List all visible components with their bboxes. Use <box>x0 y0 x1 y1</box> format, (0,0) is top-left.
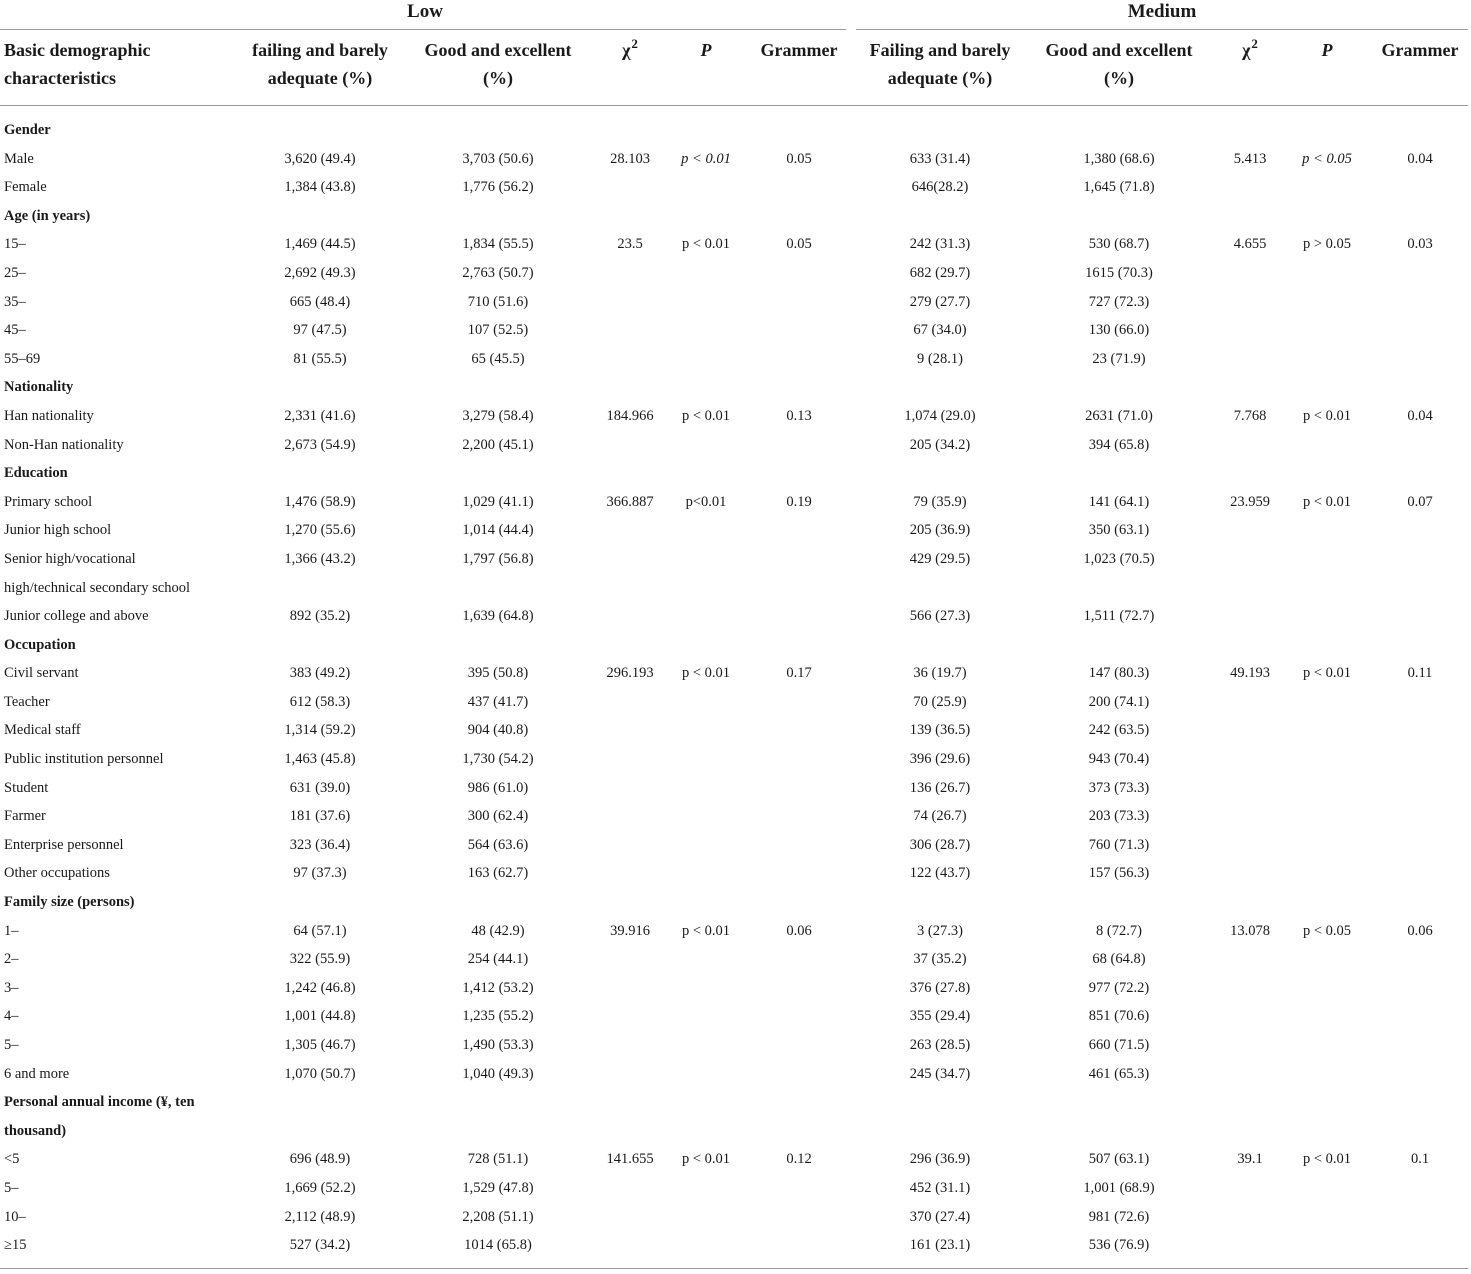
cell-low-fail: 64 (57.1) <box>293 922 347 939</box>
table-row <box>0 288 1471 317</box>
cell-low-good: 1,730 (54.2) <box>462 751 534 768</box>
col-head-med-good <box>1046 36 1193 92</box>
group-medium-label: Medium <box>1127 1 1197 22</box>
cell-low-fail: 665 (48.4) <box>289 293 351 310</box>
cell-low-p: p < 0.01 <box>681 665 731 682</box>
cell-low-fail: 97 (47.5) <box>293 322 347 339</box>
row-label: 55–69 <box>4 350 41 367</box>
cell-low-fail: 527 (34.2) <box>289 1237 351 1254</box>
cell-low-good: 3,703 (50.6) <box>462 150 534 167</box>
cell-med-grammer: 0.1 <box>1410 1151 1430 1168</box>
col-head-low-fail-line1: failing and barely <box>252 40 388 60</box>
cell-med-good: 141 (64.1) <box>1088 493 1150 510</box>
cell-low-good: 3,279 (58.4) <box>462 407 534 424</box>
cell-low-fail: 1,314 (59.2) <box>284 722 356 739</box>
table-row <box>0 316 1471 345</box>
cell-low-fail: 2,692 (49.3) <box>284 264 356 281</box>
cell-low-p: p < 0.01 <box>681 1151 731 1168</box>
cell-med-fail: 682 (29.7) <box>909 264 971 281</box>
row-label: 10– <box>4 1208 26 1225</box>
cell-med-fail: 136 (26.7) <box>909 779 971 796</box>
cell-low-p: p < 0.01 <box>681 150 731 167</box>
cell-low-fail: 2,112 (48.9) <box>284 1208 356 1225</box>
row-label: high/technical secondary school <box>4 579 191 596</box>
cell-low-good: 728 (51.1) <box>467 1151 529 1168</box>
cell-med-fail: 3 (27.3) <box>917 922 963 939</box>
row-label: Han nationality <box>4 407 94 424</box>
cell-med-good: 461 (65.3) <box>1088 1065 1150 1082</box>
cell-low-fail: 612 (58.3) <box>289 693 351 710</box>
col-head-low-good-line1: Good and excellent <box>424 40 572 60</box>
section-header-row <box>0 373 1471 402</box>
cell-med-grammer: 0.03 <box>1407 236 1433 253</box>
cell-med-fail: 646(28.2) <box>911 179 969 196</box>
cell-med-fail: 1,074 (29.0) <box>904 407 976 424</box>
cell-low-fail: 1,366 (43.2) <box>284 550 356 567</box>
cell-low-good: 1014 (65.8) <box>464 1237 532 1254</box>
cell-med-fail: 9 (28.1) <box>917 350 963 367</box>
table-row <box>0 1002 1471 1031</box>
cell-low-fail: 1,669 (52.2) <box>284 1179 356 1196</box>
cell-low-fail: 1,463 (45.8) <box>284 751 356 768</box>
cell-med-fail: 370 (27.4) <box>909 1208 971 1225</box>
row-label: 15– <box>4 236 26 253</box>
row-label: Other occupations <box>4 865 110 882</box>
table-row <box>0 1231 1471 1260</box>
table-row <box>0 831 1471 860</box>
cell-med-fail: 279 (27.7) <box>909 293 971 310</box>
row-label: Farmer <box>4 808 46 825</box>
cell-med-fail: 633 (31.4) <box>909 150 971 167</box>
table-row <box>0 145 1471 174</box>
cell-med-good: 373 (73.3) <box>1088 779 1150 796</box>
header-bottom-rule <box>0 105 1468 106</box>
cell-low-fail: 1,070 (50.7) <box>284 1065 356 1082</box>
cell-low-p: p < 0.01 <box>681 236 731 253</box>
col-head-low-good <box>425 36 572 92</box>
table-row <box>0 716 1471 745</box>
group-low-label: Low <box>407 1 443 22</box>
cell-low-fail: 81 (55.5) <box>293 350 347 367</box>
table-row <box>0 345 1471 374</box>
table-row <box>0 802 1471 831</box>
section-header-row <box>0 1088 1471 1117</box>
cell-med-fail: 396 (29.6) <box>909 751 971 768</box>
table-row <box>0 1174 1471 1203</box>
cell-low-fail: 1,469 (44.5) <box>284 236 356 253</box>
cell-med-fail: 37 (35.2) <box>913 951 967 968</box>
row-label: 2– <box>4 951 19 968</box>
cell-low-grammer: 0.06 <box>786 922 812 939</box>
row-label: Medical staff <box>4 722 81 739</box>
cell-med-fail: 452 (31.1) <box>909 1179 971 1196</box>
cell-med-chi: 23.959 <box>1230 493 1270 510</box>
row-label: Personal annual income (¥, ten <box>4 1094 195 1111</box>
row-label: Family size (persons) <box>4 894 135 911</box>
cell-med-good: 943 (70.4) <box>1088 751 1150 768</box>
cell-med-fail: 205 (36.9) <box>909 522 971 539</box>
row-label: Junior high school <box>4 522 112 539</box>
cell-low-good: 1,029 (41.1) <box>462 493 534 510</box>
cell-med-p: p < 0.01 <box>1302 407 1352 424</box>
cell-low-grammer: 0.05 <box>786 150 812 167</box>
table-row <box>0 774 1471 803</box>
cell-med-good: 350 (63.1) <box>1088 522 1150 539</box>
row-label: Education <box>4 465 68 482</box>
cell-med-good: 1,001 (68.9) <box>1083 1179 1155 1196</box>
section-header-row <box>0 116 1471 145</box>
row-label: 45– <box>4 322 26 339</box>
table-row <box>0 602 1471 631</box>
cell-med-grammer: 0.07 <box>1407 493 1433 510</box>
cell-med-good: 68 (64.8) <box>1092 951 1146 968</box>
cell-low-good: 1,490 (53.3) <box>462 1037 534 1053</box>
col-head-characteristics-line2: characteristics <box>4 68 116 88</box>
cell-med-fail: 296 (36.9) <box>909 1151 971 1168</box>
table-row <box>0 431 1471 460</box>
cell-med-grammer: 0.04 <box>1407 407 1433 424</box>
cell-low-p: p < 0.01 <box>681 922 731 939</box>
col-head-low-grammer: Grammer <box>760 40 838 60</box>
row-label: thousand) <box>4 1122 67 1139</box>
col-head-med-fail <box>870 36 1011 92</box>
table-row <box>0 488 1471 517</box>
cell-low-good: 1,040 (49.3) <box>462 1065 534 1082</box>
col-head-low-p: P <box>700 40 712 60</box>
cell-low-good: 48 (42.9) <box>471 922 525 939</box>
cell-med-good: 851 (70.6) <box>1088 1008 1150 1025</box>
group-low-rule <box>0 29 846 30</box>
cell-low-fail: 3,620 (49.4) <box>284 150 356 167</box>
table-row <box>0 859 1471 888</box>
cell-med-fail: 355 (29.4) <box>909 1008 971 1025</box>
table-row <box>0 659 1471 688</box>
row-label: Gender <box>4 122 51 138</box>
cell-low-good: 1,529 (47.8) <box>462 1179 534 1196</box>
cell-med-good: 157 (56.3) <box>1088 865 1150 882</box>
cell-low-grammer: 0.19 <box>786 493 812 510</box>
col-head-med-chi-symbol: χ <box>1242 40 1251 60</box>
table-body <box>0 116 1471 1260</box>
row-label: 6 and more <box>4 1065 70 1082</box>
cell-med-good: 977 (72.2) <box>1088 979 1150 996</box>
cell-med-good: 200 (74.1) <box>1088 693 1150 710</box>
table-row <box>0 545 1471 574</box>
col-head-low-chi-symbol: χ <box>622 40 631 60</box>
cell-med-p: p < 0.05 <box>1302 922 1352 939</box>
row-label: Teacher <box>4 693 50 710</box>
cell-low-good: 300 (62.4) <box>467 808 529 825</box>
cell-low-good: 2,763 (50.7) <box>462 264 534 281</box>
cell-low-good: 254 (44.1) <box>467 951 529 968</box>
cell-low-good: 163 (62.7) <box>467 865 529 882</box>
cell-low-good: 1,834 (55.5) <box>462 236 534 253</box>
row-label: <5 <box>4 1151 20 1168</box>
table-row <box>0 745 1471 774</box>
table-row <box>0 945 1471 974</box>
cell-low-good: 65 (45.5) <box>471 350 525 367</box>
cell-low-p: p<0.01 <box>685 493 727 510</box>
col-head-med-fail-line2: adequate (%) <box>887 68 993 88</box>
cell-low-grammer: 0.12 <box>786 1151 812 1168</box>
row-label: 4– <box>4 1008 19 1025</box>
cell-low-chi: 366.887 <box>606 493 654 510</box>
cell-low-chi: 23.5 <box>617 236 643 253</box>
col-head-low-fail <box>252 36 388 92</box>
row-label: 35– <box>4 293 26 310</box>
table-row <box>0 688 1471 717</box>
cell-low-good: 437 (41.7) <box>467 693 529 710</box>
group-medium-rule <box>856 29 1468 30</box>
table-bottom-rule <box>0 1268 1468 1269</box>
cell-low-good: 1,235 (55.2) <box>462 1008 534 1025</box>
cell-med-good: 536 (76.9) <box>1088 1237 1150 1254</box>
row-label: Student <box>4 779 49 796</box>
section-header-row <box>0 1117 1471 1146</box>
row-label: ≥15 <box>4 1237 27 1254</box>
row-label: Occupation <box>4 636 76 653</box>
cell-med-fail: 74 (26.7) <box>913 808 967 825</box>
table-row <box>0 1031 1471 1060</box>
col-head-med-p: P <box>1321 40 1333 60</box>
cell-med-good: 203 (73.3) <box>1088 808 1150 825</box>
table-row <box>0 574 1471 603</box>
col-head-low-chi-sup: 2 <box>631 36 638 51</box>
cell-med-p: p < 0.05 <box>1302 150 1352 167</box>
row-label: Male <box>4 150 34 167</box>
table-row <box>0 230 1471 259</box>
section-header-row <box>0 459 1471 488</box>
cell-med-good: 2631 (71.0) <box>1085 407 1153 424</box>
cell-med-fail: 306 (28.7) <box>909 836 971 853</box>
cell-med-good: 23 (71.9) <box>1092 350 1146 367</box>
cell-med-good: 8 (72.7) <box>1096 922 1142 939</box>
cell-low-good: 1,776 (56.2) <box>462 179 534 196</box>
cell-low-chi: 184.966 <box>606 407 654 424</box>
col-head-med-chi-sup: 2 <box>1251 36 1258 51</box>
cell-med-good: 1,023 (70.5) <box>1083 550 1155 567</box>
cell-low-fail: 631 (39.0) <box>289 779 351 796</box>
cell-med-chi: 13.078 <box>1230 922 1270 939</box>
cell-low-fail: 1,384 (43.8) <box>284 179 356 196</box>
col-head-low-good-line2: (%) <box>483 68 513 88</box>
cell-low-fail: 1,305 (46.7) <box>284 1037 356 1053</box>
row-label: 1– <box>4 922 19 939</box>
cell-low-good: 2,200 (45.1) <box>462 436 534 453</box>
col-head-characteristics <box>4 36 151 92</box>
cell-med-good: 242 (63.5) <box>1088 722 1150 739</box>
table-row <box>0 974 1471 1003</box>
cell-low-good: 395 (50.8) <box>467 665 529 682</box>
row-label: Primary school <box>4 493 93 510</box>
cell-low-chi: 141.655 <box>606 1151 654 1168</box>
col-head-med-good-line2: (%) <box>1104 68 1134 88</box>
cell-med-fail: 429 (29.5) <box>909 550 971 567</box>
cell-low-fail: 97 (37.3) <box>293 865 347 882</box>
cell-low-grammer: 0.05 <box>786 236 812 253</box>
cell-med-grammer: 0.06 <box>1407 922 1433 939</box>
cell-med-fail: 161 (23.1) <box>909 1237 971 1254</box>
cell-med-fail: 79 (35.9) <box>913 493 967 510</box>
row-label: 3– <box>4 979 19 996</box>
cell-med-good: 130 (66.0) <box>1088 322 1150 339</box>
cell-med-fail: 566 (27.3) <box>909 608 971 625</box>
cell-med-p: p < 0.01 <box>1302 1151 1352 1168</box>
cell-low-fail: 1,001 (44.8) <box>284 1008 356 1025</box>
col-head-med-good-line1: Good and excellent <box>1045 40 1193 60</box>
cell-low-fail: 323 (36.4) <box>289 836 351 853</box>
row-label: Female <box>4 179 47 196</box>
col-head-low-fail-line2: adequate (%) <box>267 68 373 88</box>
section-header-row <box>0 631 1471 660</box>
cell-med-fail: 205 (34.2) <box>909 436 971 453</box>
cell-low-good: 1,014 (44.4) <box>462 522 534 539</box>
cell-low-fail: 1,270 (55.6) <box>284 522 356 539</box>
cell-med-good: 507 (63.1) <box>1088 1151 1150 1168</box>
cell-med-good: 530 (68.7) <box>1088 236 1150 253</box>
cell-med-grammer: 0.04 <box>1407 150 1433 167</box>
group-header-row <box>0 0 1471 30</box>
cell-med-good: 660 (71.5) <box>1088 1037 1150 1053</box>
cell-med-fail: 242 (31.3) <box>909 236 971 253</box>
row-label: Civil servant <box>4 665 79 682</box>
table-row <box>0 917 1471 946</box>
col-head-characteristics-line1: Basic demographic <box>4 40 151 60</box>
cell-med-p: p < 0.01 <box>1302 665 1352 682</box>
cell-low-fail: 322 (55.9) <box>289 951 351 968</box>
cell-med-fail: 245 (34.7) <box>909 1065 971 1082</box>
cell-med-fail: 67 (34.0) <box>913 322 967 339</box>
cell-low-chi: 296.193 <box>606 665 654 682</box>
table-row <box>0 402 1471 431</box>
cell-low-fail: 1,242 (46.8) <box>284 979 356 996</box>
section-header-row <box>0 202 1471 231</box>
cell-med-fail: 376 (27.8) <box>909 979 971 996</box>
row-label: 25– <box>4 264 26 281</box>
row-label: 5– <box>4 1037 19 1053</box>
cell-med-good: 981 (72.6) <box>1088 1208 1150 1225</box>
col-head-med-chi <box>1242 36 1258 66</box>
table-row <box>0 173 1471 202</box>
table-row <box>0 1145 1471 1174</box>
cell-med-good: 1,380 (68.6) <box>1083 150 1155 167</box>
row-label: 5– <box>4 1179 19 1196</box>
cell-low-fail: 383 (49.2) <box>289 665 351 682</box>
row-label: Enterprise personnel <box>4 836 124 853</box>
cell-med-fail: 122 (43.7) <box>909 865 971 882</box>
cell-med-good: 394 (65.8) <box>1088 436 1150 453</box>
table-row <box>0 1203 1471 1232</box>
row-label: Senior high/vocational <box>4 550 136 567</box>
cell-med-p: p < 0.01 <box>1302 493 1352 510</box>
cell-low-p: p < 0.01 <box>681 407 731 424</box>
row-label: Public institution personnel <box>4 751 164 768</box>
cell-med-good: 727 (72.3) <box>1088 293 1150 310</box>
cell-low-good: 564 (63.6) <box>467 836 529 853</box>
cell-low-fail: 2,673 (54.9) <box>284 436 356 453</box>
cell-low-good: 1,797 (56.8) <box>462 550 534 567</box>
cell-med-good: 147 (80.3) <box>1088 665 1150 682</box>
cell-low-grammer: 0.13 <box>786 407 812 424</box>
cell-med-fail: 36 (19.7) <box>913 665 967 682</box>
cell-med-chi: 4.655 <box>1233 236 1267 253</box>
cell-low-good: 710 (51.6) <box>467 293 529 310</box>
cell-low-chi: 39.916 <box>610 922 650 939</box>
section-header-row <box>0 888 1471 917</box>
col-head-med-fail-line1: Failing and barely <box>869 40 1011 60</box>
cell-low-fail: 892 (35.2) <box>289 608 351 625</box>
cell-med-grammer: 0.11 <box>1407 665 1433 682</box>
cell-med-chi: 7.768 <box>1233 407 1267 424</box>
col-head-med-grammer: Grammer <box>1381 40 1459 60</box>
cell-low-good: 107 (52.5) <box>467 322 529 339</box>
cell-med-good: 1,511 (72.7) <box>1083 608 1155 625</box>
cell-low-fail: 181 (37.6) <box>289 808 351 825</box>
row-label: Age (in years) <box>4 207 91 224</box>
cell-med-fail: 139 (36.5) <box>909 722 971 739</box>
cell-med-chi: 5.413 <box>1233 150 1267 167</box>
cell-low-good: 1,639 (64.8) <box>462 608 534 625</box>
cell-low-fail: 1,476 (58.9) <box>284 493 356 510</box>
cell-med-fail: 70 (25.9) <box>913 693 967 710</box>
cell-low-good: 904 (40.8) <box>467 722 529 739</box>
cell-med-p: p > 0.05 <box>1302 236 1352 253</box>
col-head-low-chi <box>622 36 638 66</box>
cell-med-good: 1,645 (71.8) <box>1083 179 1155 196</box>
cell-low-good: 1,412 (53.2) <box>462 979 534 996</box>
cell-med-chi: 39.1 <box>1237 1151 1263 1168</box>
table-row <box>0 516 1471 545</box>
row-label: Nationality <box>4 379 74 396</box>
table-row <box>0 1060 1471 1089</box>
cell-low-good: 2,208 (51.1) <box>462 1208 534 1225</box>
cell-med-good: 1615 (70.3) <box>1085 264 1153 281</box>
cell-low-fail: 696 (48.9) <box>289 1151 351 1168</box>
cell-low-good: 986 (61.0) <box>467 779 529 796</box>
cell-low-chi: 28.103 <box>610 150 650 167</box>
cell-low-fail: 2,331 (41.6) <box>284 407 356 424</box>
cell-med-chi: 49.193 <box>1230 665 1270 682</box>
row-label: Non-Han nationality <box>4 436 124 453</box>
cell-med-good: 760 (71.3) <box>1088 836 1150 853</box>
cell-med-fail: 263 (28.5) <box>909 1037 971 1053</box>
row-label: Junior college and above <box>4 608 149 625</box>
table-row <box>0 259 1471 288</box>
cell-low-grammer: 0.17 <box>786 665 812 682</box>
